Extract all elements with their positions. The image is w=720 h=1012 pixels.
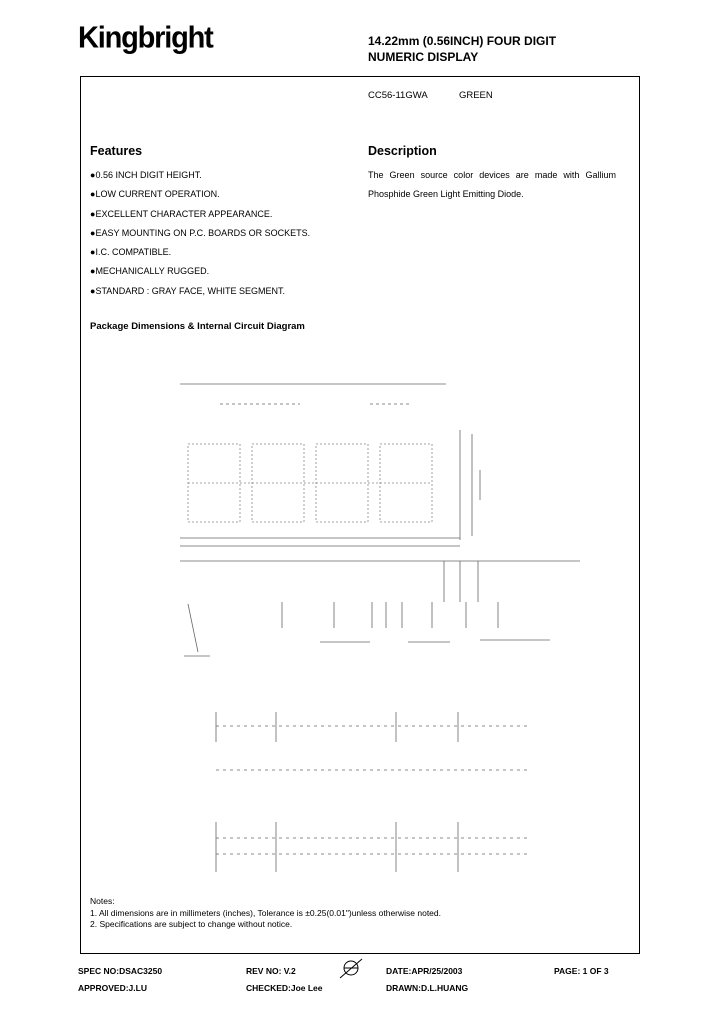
description-heading: Description	[368, 144, 437, 158]
notes-heading: Notes:	[90, 896, 115, 906]
feature-item: ●0.56 INCH DIGIT HEIGHT.	[90, 170, 202, 180]
features-list	[90, 166, 310, 301]
package-drawing	[80, 360, 600, 890]
approved-by: APPROVED:J.LU	[78, 983, 147, 993]
note-2: 2. Specifications are subject to change without notice.	[90, 919, 293, 929]
kingbright-logo: Kingbright	[78, 21, 213, 55]
note-1: 1. All dimensions are in millimeters (inches), Tolerance is ±0.25(0.01")unless otherwise noted.	[90, 907, 441, 918]
document-date: DATE:APR/25/2003	[386, 966, 463, 976]
package-heading: Package Dimensions & Internal Circuit Diagram	[90, 321, 305, 332]
drawn-by: DRAWN:D.L.HUANG	[386, 983, 469, 993]
projection-symbol-icon	[338, 956, 364, 980]
checked-by: CHECKED:Joe Lee	[246, 983, 323, 993]
feature-item: ●EXCELLENT CHARACTER APPEARANCE.	[90, 208, 273, 219]
feature-item: ●MECHANICALLY RUGGED.	[90, 266, 210, 277]
document-title	[368, 33, 556, 65]
page-number: PAGE: 1 OF 3	[554, 966, 609, 976]
title-line-1: 14.22mm (0.56INCH) FOUR DIGIT	[368, 34, 557, 48]
spec-number: SPEC NO:DSAC3250	[78, 966, 163, 976]
feature-item: ●EASY MOUNTING ON P.C. BOARDS OR SOCKETS.	[90, 227, 311, 238]
part-color: GREEN	[458, 90, 493, 101]
feature-item: ●LOW CURRENT OPERATION.	[90, 189, 220, 200]
part-number: CC56-11GWA	[368, 90, 428, 101]
features-heading: Features	[90, 144, 143, 158]
revision-number: REV NO: V.2	[246, 966, 296, 976]
description-text: The Green source color devices are made with Gallium Phosphide Green Light Emitting Diode.	[368, 170, 616, 200]
part-line	[368, 90, 493, 101]
feature-item: ●I.C. COMPATIBLE.	[90, 247, 172, 258]
notes	[90, 896, 441, 931]
title-line-2: NUMERIC DISPLAY	[368, 50, 479, 64]
feature-item: ●STANDARD : GRAY FACE, WHITE SEGMENT.	[90, 285, 285, 296]
